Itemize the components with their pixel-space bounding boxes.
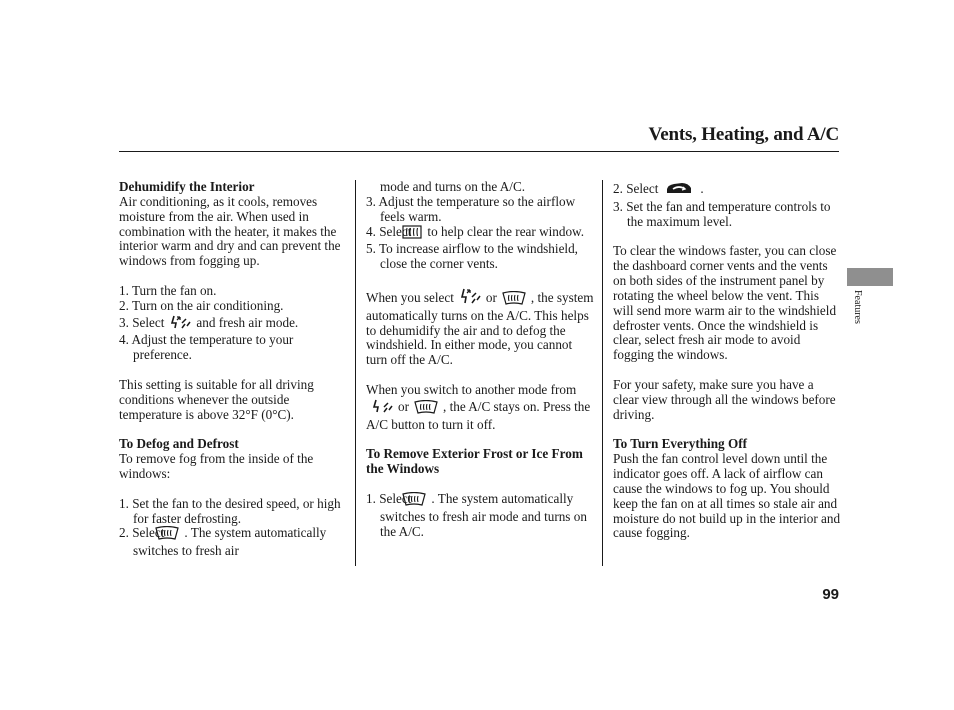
windshield-defrost-icon (168, 526, 180, 544)
windshield-defrost-icon (415, 492, 427, 510)
defog-step-3: 3. Adjust the temperature so the airflow feels warm. (366, 193, 576, 224)
floor-defrost-mode-icon (370, 398, 394, 418)
frost-step-1: 1. Select . The system automatically switches to fresh air mode and turns on the A/C. (366, 490, 587, 539)
rear-defrost-icon (415, 225, 423, 243)
defog-step-1: 1. Set the fan to the desired speed, or high for faster defrosting. (119, 495, 341, 526)
dehumidify-step-1: 1. Turn the fan on. (119, 282, 217, 298)
column-2 (366, 180, 594, 539)
windshield-defrost-icon (413, 400, 439, 418)
defog-intro: To remove fog from the inside of the windows: (119, 451, 314, 482)
heading-dehumidify: Dehumidify the Interior (119, 179, 255, 194)
dehumidify-step-4: 4. Adjust the temperature to your preference. (119, 332, 294, 363)
page-number: 99 (822, 586, 839, 603)
floor-defrost-mode-icon (458, 287, 482, 309)
heading-exterior-frost: To Remove Exterior Frost or Ice From the Windows (366, 446, 583, 477)
dehumidify-step-2: 2. Turn on the air conditioning. (119, 297, 284, 313)
dehumidify-intro: Air conditioning, as it cools, removes moisture from the air. When used in combination with the heater, it makes the interior warm and dry and can prevent the windows from fogging up. (119, 193, 341, 269)
frost-step-2: 2. Select . (613, 180, 841, 200)
defog-step-4: 4. Select to help clear the rear window. (366, 225, 594, 243)
clear-faster-note: To clear the windows faster, you can close the dashboard corner vents and the vents on both sides of the instrument panel by rotating the wheel below the vent. This will send more warm air to the windshield defroster vents. Once the windshield is clear, select fresh air mode to avoid fogging the windows. (613, 243, 837, 363)
windshield-defrost-icon (501, 291, 527, 309)
section-label: Features (852, 290, 863, 324)
floor-defrost-mode-icon (168, 314, 192, 334)
frost-step-3: 3. Set the fan and temperature controls to the maximum level. (613, 198, 831, 229)
defog-step-2: 2. Select . The system automatically switches to fresh air (119, 525, 327, 559)
defog-step-5: 5. To increase airflow to the windshield, close the corner vents. (366, 241, 578, 272)
page-title: Vents, Heating, and A/C (648, 124, 839, 145)
recirculation-icon (664, 180, 694, 200)
heading-turn-off: To Turn Everything Off (613, 436, 747, 452)
column-1 (119, 180, 347, 559)
title-rule (119, 151, 839, 152)
column-divider-1 (355, 180, 356, 566)
defog-step-2-cont: mode and turns on the A/C. (380, 179, 526, 194)
dehumidify-note: This setting is suitable for all driving conditions whenever the outside temperature is above 32°F (0°C). (119, 376, 314, 422)
safety-note: For your safety, make sure you have a clear view through all the windows before driving. (613, 376, 836, 422)
turn-off-text: Push the fan control level down until the indicator goes off. A lack of airflow can cause the windows to fog up. You should keep the fan on at all times so stale air and moisture do not build up in the interior and cause fogging. (613, 451, 841, 541)
section-tab (847, 268, 893, 286)
column-divider-2 (602, 180, 603, 566)
auto-ac-note: When you select or , the system automatically turns on the A/C. This helps to dehumidify the air and to defog the windshield. In either mode, you cannot turn off the A/C. (366, 287, 594, 368)
mode-switch-note: When you switch to another mode fromor , the A/C stays on. Press the A/C button to turn it off. (366, 381, 591, 432)
heading-defog: To Defog and Defrost (119, 436, 239, 452)
column-3 (613, 180, 841, 541)
dehumidify-step-3: 3. Select and fresh air mode. (119, 314, 347, 334)
